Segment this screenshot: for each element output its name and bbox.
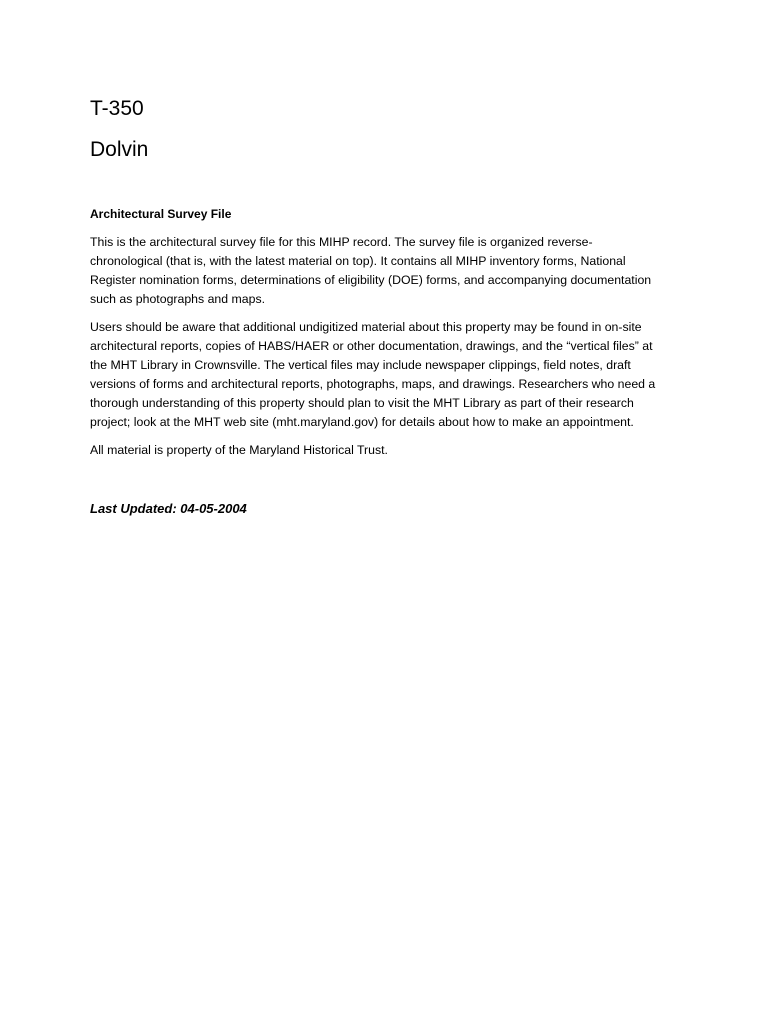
paragraph-undigitized-material: Users should be aware that additional undigitized material about this property may be found in on-site architectural reports, copies of HABS/HAER or other documentation, drawings, and the “vertical files” at the MHT Library in Crownsville. The vertical files may include newspaper clippings, field notes, draft versions of forms and architectural reports, photographs, maps, and drawings. Researchers who need a thorough understanding of this property should plan to visit the MHT Library as part of their research project; look at the MHT web site (mht.maryland.gov) for details about how to make an appointment. [90, 320, 656, 429]
last-updated: Last Updated: 04-05-2004 [90, 501, 247, 516]
paragraph-organization: This is the architectural survey file for this MIHP record. The survey file is organized reverse- chronological (that is, with the latest material on top). It contains all MIHP inventory forms, National Register nomination forms, determinations of eligibility (DOE) forms, and accompanying documentation such as photographs and maps. [90, 235, 652, 306]
paragraph-ownership: All material is property of the Maryland Historical Trust. [90, 443, 388, 457]
record-id: T-350 [90, 97, 144, 120]
property-name: Dolvin [90, 138, 149, 161]
survey-file-description [90, 205, 690, 469]
section-heading: Architectural Survey File [90, 207, 232, 221]
